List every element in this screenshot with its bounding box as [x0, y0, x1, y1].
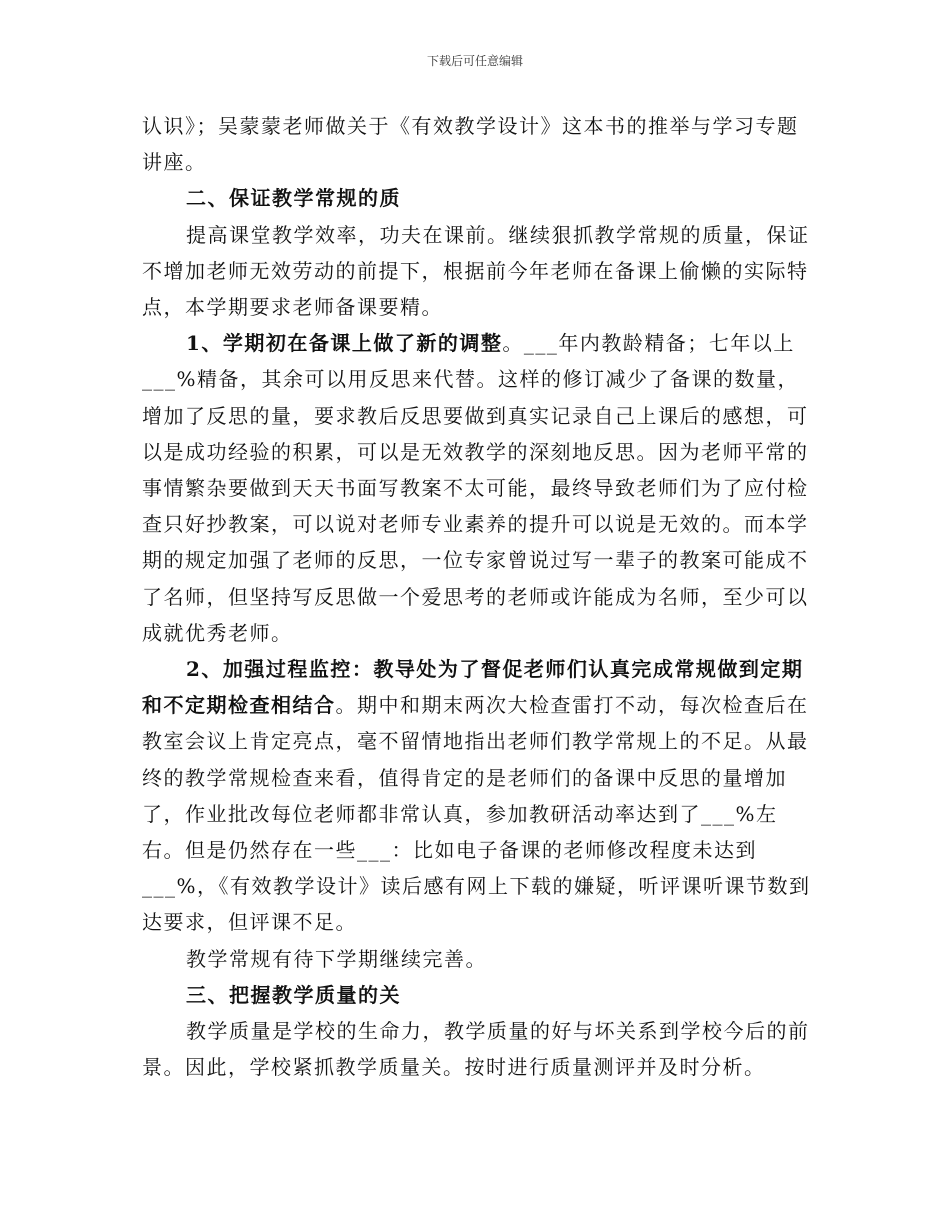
section-heading-3: 三、把握教学质量的关	[186, 982, 401, 1007]
paragraph-monitoring	[142, 651, 812, 941]
paragraph-routine-improve: 教学常规有待下学期继续完善。	[186, 946, 487, 971]
page-header: 下载后可任意编辑	[426, 54, 523, 68]
point-2-body: 。期中和期末两次大检查雷打不动，每次检查后在教室会议上肯定亮点，毫不留情地指出老师们教学常规上的不足。从最终的教学常规检查来看，值得肯定的是老师们的备课中反思的量增加了，作业批改每位老师都非常认真，参加教研活动率达到了___%左右。但是仍然存在一些___：比如电子备课的老师修改程度未达到___%，《有效教学设计》读后感有网上下载的嫌疑，听评课听课节数到达要求，但评课不足。	[142, 693, 811, 935]
paragraph-continued: 认识》；吴蒙蒙老师做关于《有效教学设计》这本书的推举与学习专题讲座。	[142, 114, 799, 175]
paragraph-quality: 教学质量是学校的生命力，教学质量的好与坏关系到学校今后的前景。因此，学校紧抓教学质量关。按时进行质量测评并及时分析。	[142, 1019, 810, 1080]
paragraph-efficiency: 提高课堂教学效率，功夫在课前。继续狠抓教学常规的质量，保证不增加老师无效劳动的前提下，根据前今年老师在备课上偷懒的实际特点，本学期要求老师备课要精。	[142, 222, 810, 320]
document-body	[142, 108, 812, 1085]
point-1-body: 。___年内教龄精备；七年以上___%精备，其余可以用反思来代替。这样的修订减少了备课的数量，增加了反思的量，要求教后反思要做到真实记录自己上课后的感想，可以是成功经验的积累，可以是无效教学的深刻地反思。因为老师平常的事情繁杂要做到天天书面写教案不太可能，最终导致老师们为了应付检查只好抄教案，可以说对老师专业素养的提升可以说是无效的。而本学期的规定加强了老师的反思，一位专家曾说过写一辈子的教案可能成不了名师，但坚持写反思做一个爱思考的老师或许能成为名师，至少可以成就优秀老师。	[142, 331, 809, 645]
paragraph-lesson-prep	[142, 325, 812, 651]
point-2-title: 2、加强过程监控：教导处为了督促老师们认真完成常规做到定期和不定期检查相结合	[142, 657, 804, 718]
section-heading-2: 二、保证教学常规的质	[186, 186, 401, 211]
point-1-title: 1、学期初在备课上做了新的调整	[186, 331, 503, 356]
